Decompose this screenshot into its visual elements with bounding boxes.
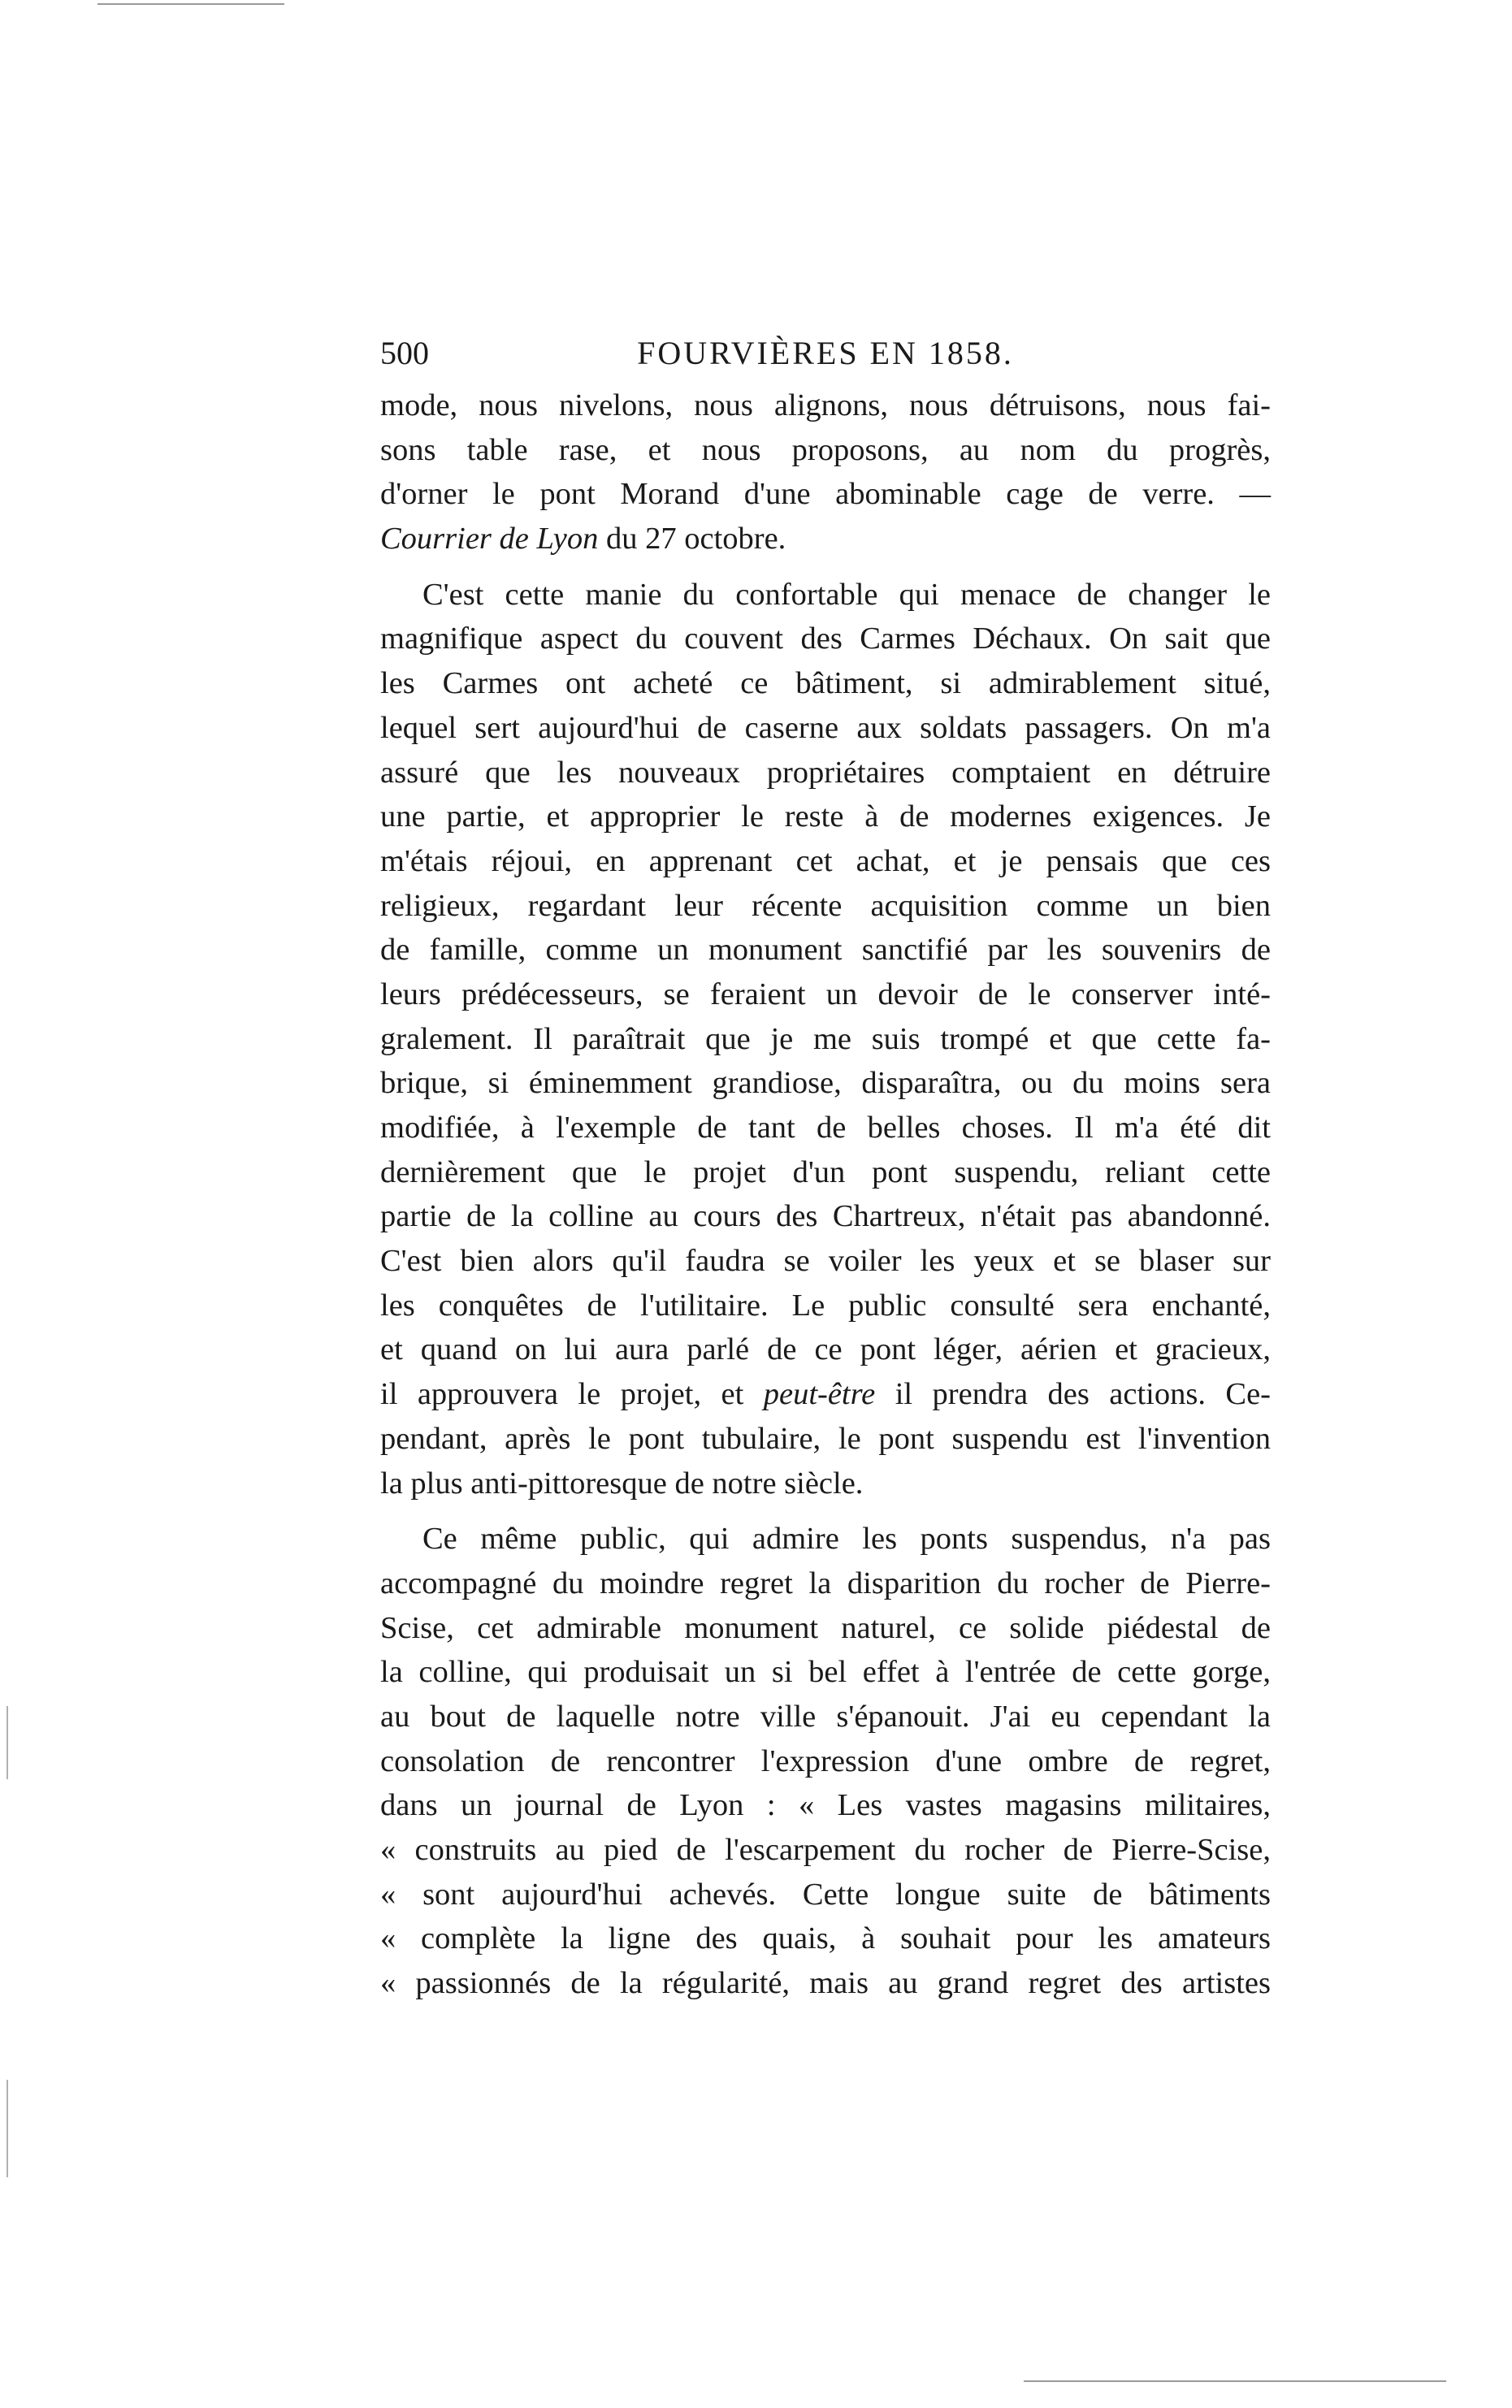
text-line: gralement. Il paraîtrait que je me suis trompé et que cette fa- (380, 1021, 1271, 1056)
italic-word: peut-être (763, 1377, 876, 1412)
text-line: de famille, comme un monument sanctifié par les souvenirs de (380, 933, 1271, 968)
running-title: FOURVIÈRES EN 1858. (637, 335, 1014, 371)
text-line: les Carmes ont acheté ce bâtiment, si admirablement situé, (380, 666, 1271, 701)
quote-line: « passionnés de la régularité, mais au grand regret des artistes (380, 1966, 1271, 2001)
text-line: d'orner le pont Morand d'une abominable cage de verre. — (380, 477, 1271, 512)
text-line: mode, nous nivelons, nous alignons, nous détruisons, nous fai- (380, 388, 1271, 422)
text-line: magnifique aspect du couvent des Carmes Déchaux. On sait que (380, 621, 1271, 656)
text-line: la colline, qui produisait un si bel effet à l'entrée de cette gorge, (380, 1655, 1271, 1690)
text-line: les conquêtes de l'utilitaire. Le public consulté sera enchanté, (380, 1288, 1271, 1323)
text-line: m'étais réjoui, en apprenant cet achat, et je pensais que ces (380, 843, 1271, 878)
text-line: dans un journal de Lyon : « Les vastes magasins militaires, (380, 1788, 1271, 1823)
text-line: pendant, après le pont tubulaire, le pont suspendu est l'invention (380, 1421, 1271, 1456)
text-line: lequel sert aujourd'hui de caserne aux soldats passagers. On m'a (380, 710, 1271, 745)
page-header (380, 333, 1271, 374)
text-line: sons table rase, et nous proposons, au nom du progrès, (380, 432, 1271, 467)
text-line: accompagné du moindre regret la disparition du rocher de Pierre- (380, 1566, 1271, 1600)
text-line: modifiée, à l'exemple de tant de belles choses. Il m'a été dit (380, 1111, 1271, 1145)
text-line: brique, si éminemment grandiose, disparaîtra, ou du moins sera (380, 1066, 1271, 1101)
text-line: une partie, et approprier le reste à de modernes exigences. Je (380, 799, 1271, 834)
quote-line: « sont aujourd'hui achevés. Cette longue suite de bâtiments (380, 1877, 1271, 1912)
text-fragment: du 27 octobre. (598, 522, 786, 557)
text-line (380, 517, 1271, 561)
quote-line: « construits au pied de l'escarpement du rocher de Pierre-Scise, (380, 1833, 1271, 1867)
text-line (380, 1372, 1271, 1417)
text-line: C'est bien alors qu'il faudra se voiler les yeux et se blaser sur (380, 1244, 1271, 1279)
text-line: et quand on lui aura parlé de ce pont léger, aérien et gracieux, (380, 1332, 1271, 1367)
text-line: Ce même public, qui admire les ponts suspendus, n'a pas (422, 1522, 1271, 1557)
text-line: consolation de rencontrer l'expression d'une ombre de regret, (380, 1743, 1271, 1778)
text-line: au bout de laquelle notre ville s'épanouit. J'ai eu cependant la (380, 1699, 1271, 1734)
page-number: 500 (380, 335, 429, 371)
scan-mark-left-2 (6, 2080, 8, 2177)
paragraph (380, 573, 1271, 1505)
page-body (380, 383, 1271, 2006)
paragraph (380, 1517, 1271, 2006)
text-fragment: il approuvera le projet, et (380, 1377, 764, 1412)
scan-mark-bottom (1024, 2380, 1446, 2382)
scan-mark-top (97, 3, 284, 5)
text-fragment: il prendra des actions. Ce- (875, 1377, 1272, 1412)
text-line: leurs prédécesseurs, se feraient un devoir de le conserver inté- (380, 977, 1271, 1011)
italic-title: Courrier de Lyon (380, 522, 599, 557)
text-line: C'est cette manie du confortable qui menace de changer le (422, 577, 1271, 612)
paragraph (380, 383, 1271, 561)
text-line: assuré que les nouveaux propriétaires comptaient en détruire (380, 755, 1271, 790)
text-line: Scise, cet admirable monument naturel, ce solide piédestal de (380, 1610, 1271, 1645)
scan-mark-left (6, 1706, 8, 1779)
text-line: partie de la colline au cours des Chartreux, n'était pas abandonné. (380, 1199, 1271, 1234)
text-line: religieux, regardant leur récente acquisition comme un bien (380, 888, 1271, 923)
text-line: la plus anti-pittoresque de notre siècle. (380, 1466, 864, 1501)
text-line: dernièrement que le projet d'un pont suspendu, reliant cette (380, 1154, 1271, 1189)
quote-line: « complète la ligne des quais, à souhait pour les amateurs (380, 1921, 1271, 1956)
